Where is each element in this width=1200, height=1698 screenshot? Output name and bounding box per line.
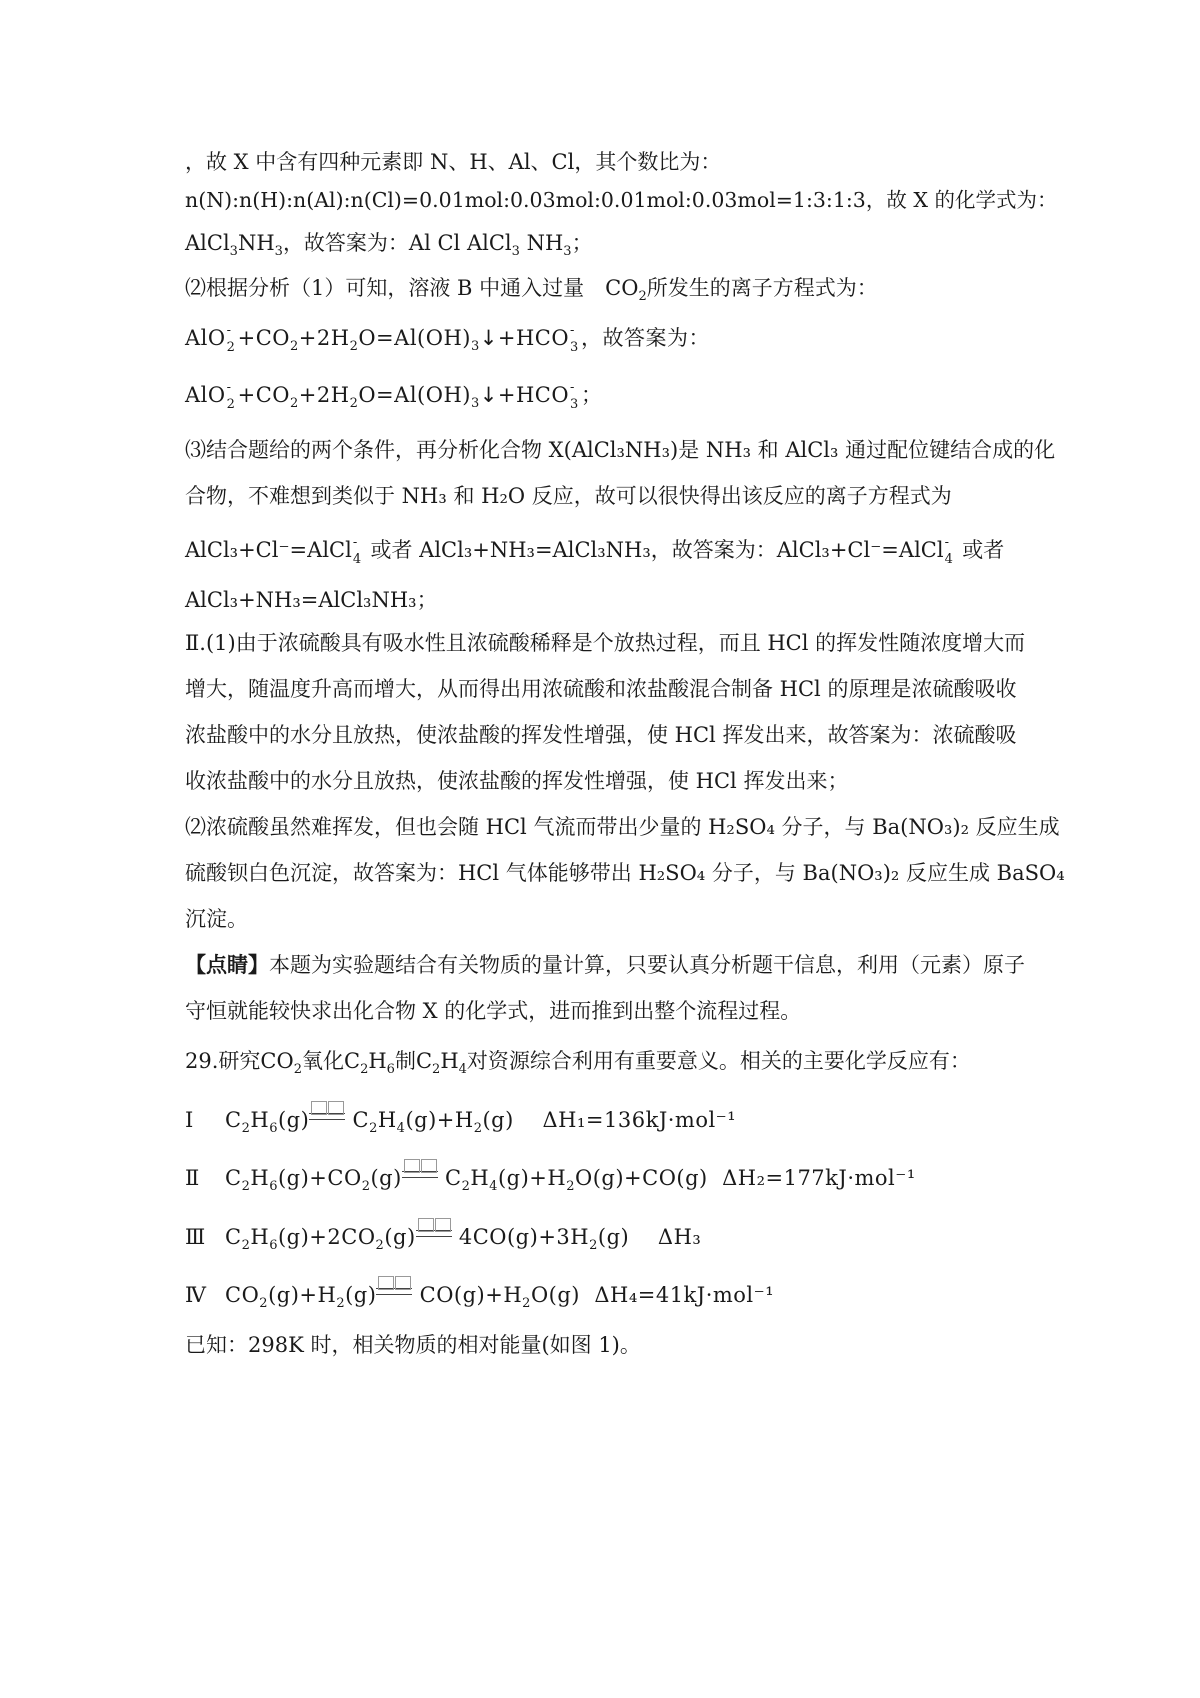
text-line-11: Ⅱ.(1)由于浓硫酸具有吸水性且浓硫酸稀释是个放热过程，而且 HCl 的挥发性随浓度增大而 bbox=[185, 631, 1026, 655]
reaction-2: Ⅱ $C_2H_6(g)+CO_2(g)$ $C_2H_4(g)+H_2O(g)+CO(g)$ ΔH₂=177kJ·mol⁻¹ bbox=[185, 1163, 1035, 1193]
equation-line-2: AlO - 2 $+CO_2+2H_2O=Al(OH)_3↓+HCO$ - 3 ； bbox=[185, 380, 603, 412]
reversible-arrow-icon bbox=[309, 1109, 345, 1125]
reaction-4: Ⅳ $CO_2(g)+H_2(g)$ $CO(g)+H_2O(g)$ ΔH₄=41kJ·mol⁻¹ bbox=[185, 1280, 1035, 1310]
text-line-19: 守恒就能较快求出化合物 X 的化学式，进而推到出整个流程过程。 bbox=[185, 999, 802, 1023]
text-line-10: AlCl₃+NH₃=AlCl₃NH₃； bbox=[185, 588, 438, 612]
question-29: 29.研究$CO_2$氧化$C_2H_6$制$C_2H_4$对资源综合利用有重要意义。相关的主要化学反应有： bbox=[185, 1049, 971, 1077]
text-line-18: 【点睛】本题为实验题结合有关物质的量计算，只要认真分析题干信息，利用（元素）原子 bbox=[185, 952, 1025, 977]
text-line-15: ⑵浓硫酸虽然难挥发，但也会随 HCl 气流而带出少量的 H₂SO₄ 分子，与 Ba(NO₃)₂ 反应生成 bbox=[185, 815, 1060, 839]
text-line-14: 收浓盐酸中的水分且放热，使浓盐酸的挥发性增强，使 HCl 挥发出来； bbox=[185, 769, 849, 793]
text-line-4: ⑵根据分析（1）可知，溶液 B 中通入过量 $CO_2$所发生的离子方程式为： bbox=[185, 276, 878, 304]
reversible-arrow-icon bbox=[376, 1284, 412, 1300]
equation-line-1: AlO - 2 $+CO_2+2H_2O=Al(OH)_3↓+HCO$ - 3 ，故答案为： bbox=[185, 323, 711, 355]
text-line-17: 沉淀。 bbox=[185, 907, 248, 931]
text-line-2: n(N):n(H):n(Al):n(Cl)=0.01mol:0.03mol:0.01mol:0.03mol=1:3:1:3，故 X 的化学式为： bbox=[185, 188, 1058, 212]
reversible-arrow-icon bbox=[416, 1226, 452, 1242]
dianjing-tag: 【点睛】 bbox=[185, 952, 269, 977]
text-line-16: 硫酸钡白色沉淀，故答案为：HCl 气体能够带出 H₂SO₄ 分子，与 Ba(NO₃)₂ 反应生成 BaSO₄ bbox=[185, 861, 1065, 885]
text-line-3: $AlCl_3NH_3$，故答案为：Al Cl AlCl$_3$ $NH_3$； bbox=[185, 231, 593, 259]
text-line-1: ，故 X 中含有四种元素即 N、H、Al、Cl，其个数比为： bbox=[185, 150, 722, 174]
text-line-12: 增大，随温度升高而增大，从而得出用浓硫酸和浓盐酸混合制备 HCl 的原理是浓硫酸吸收 bbox=[185, 677, 1017, 701]
text-line-13: 浓盐酸中的水分且放热，使浓盐酸的挥发性增强，使 HCl 挥发出来，故答案为：浓硫酸吸 bbox=[185, 723, 1017, 747]
reaction-1: Ⅰ $C_2H_6(g)$ $C_2H_4(g)+H_2(g)$ ΔH₁=136kJ·mol⁻¹ bbox=[185, 1105, 1035, 1135]
text-line-last: 已知：298K 时，相关物质的相对能量(如图 1)。 bbox=[185, 1333, 641, 1357]
text-line-9: AlCl₃+Cl⁻=AlCl - 4 或者 AlCl₃+NH₃=AlCl₃NH₃，故答案为：AlCl₃+Cl⁻=AlCl - 4 或者 bbox=[185, 535, 1005, 567]
text-line-7: ⑶结合题给的两个条件，再分析化合物 X(AlCl₃NH₃)是 NH₃ 和 AlCl₃ 通过配位键结合成的化 bbox=[185, 438, 1056, 462]
reversible-arrow-icon bbox=[402, 1167, 438, 1183]
reaction-3: Ⅲ $C_2H_6(g)+2CO_2(g)$ $4CO(g)+3H_2(g)$ ΔH₃ bbox=[185, 1222, 1035, 1252]
text-line-8: 合物，不难想到类似于 NH₃ 和 H₂O 反应，故可以很快得出该反应的离子方程式为 bbox=[185, 484, 952, 508]
